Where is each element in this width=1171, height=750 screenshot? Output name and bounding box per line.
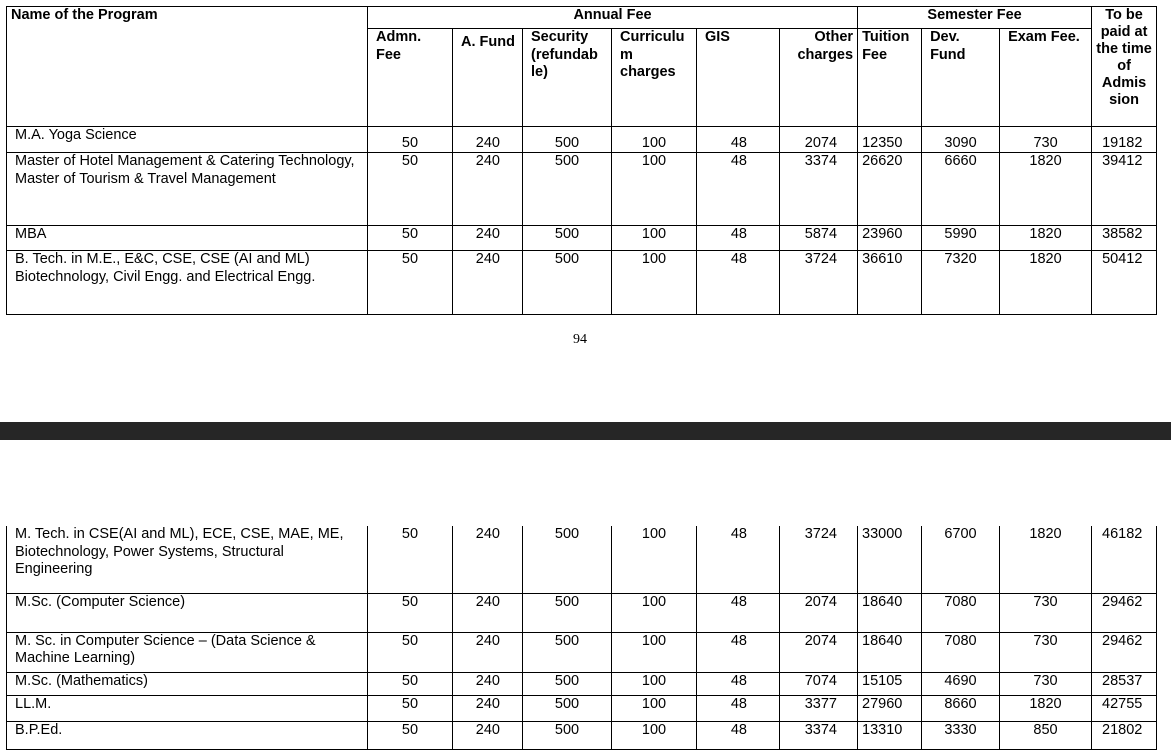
exam-cell: 850 [1000,721,1092,749]
dev-cell: 5990 [922,226,1000,251]
gis-cell: 48 [697,153,780,226]
tuition-cell: 18640 [858,632,922,672]
admn-cell: 50 [368,632,453,672]
total-cell: 21802 [1092,721,1157,749]
afund-cell: 240 [453,526,523,593]
program-name-cell: B. Tech. in M.E., E&C, CSE, CSE (AI and ML) Biotechnology, Civil Engg. and Electrical Engg. [7,251,368,315]
program-name-cell: M. Tech. in CSE(AI and ML), ECE, CSE, MAE, ME, Biotechnology, Power Systems, Structural Engineering [7,526,368,593]
header-curriculum: Curriculu m charges [612,29,697,127]
table-row [7,632,1157,672]
tuition-cell: 23960 [858,226,922,251]
table-row [7,251,1157,315]
header-to-be-paid: To be paid at the time of Admis sion [1092,7,1157,127]
other-cell: 3724 [780,526,858,593]
dev-cell: 4690 [922,672,1000,695]
exam-cell: 730 [1000,672,1092,695]
dev-cell: 6660 [922,153,1000,226]
total-cell: 42755 [1092,695,1157,721]
bottom-rows [7,526,1157,749]
afund-cell: 240 [453,695,523,721]
afund-cell: 240 [453,153,523,226]
header-security: Security (refundab le) [523,29,612,127]
admn-cell: 50 [368,593,453,632]
curriculum-cell: 100 [612,251,697,315]
top-rows [7,127,1157,315]
program-name-cell: MBA [7,226,368,251]
security-cell: 500 [523,672,612,695]
tuition-cell: 13310 [858,721,922,749]
afund-cell: 240 [453,593,523,632]
dev-cell: 7080 [922,593,1000,632]
afund-cell: 240 [453,632,523,672]
program-name-cell: M. Sc. in Computer Science – (Data Science & Machine Learning) [7,632,368,672]
gis-cell: 48 [697,127,780,153]
other-cell: 3724 [780,251,858,315]
exam-cell: 730 [1000,127,1092,153]
afund-cell: 240 [453,672,523,695]
header-other-charges: Other charges [780,29,858,127]
header-dev-fund: Dev. Fund [922,29,1000,127]
gis-cell: 48 [697,526,780,593]
total-cell: 38582 [1092,226,1157,251]
gis-cell: 48 [697,721,780,749]
security-cell: 500 [523,127,612,153]
program-name-cell: B.P.Ed. [7,721,368,749]
tuition-cell: 18640 [858,593,922,632]
admn-cell: 50 [368,695,453,721]
header-admn-fee: Admn. Fee [368,29,453,127]
other-cell: 5874 [780,226,858,251]
curriculum-cell: 100 [612,672,697,695]
curriculum-cell: 100 [612,695,697,721]
exam-cell: 1820 [1000,695,1092,721]
dev-cell: 6700 [922,526,1000,593]
exam-cell: 730 [1000,632,1092,672]
dev-cell: 3330 [922,721,1000,749]
gis-cell: 48 [697,593,780,632]
header-tuition-fee: Tuition Fee [858,29,922,127]
admn-cell: 50 [368,127,453,153]
security-cell: 500 [523,526,612,593]
header-program-name: Name of the Program [7,7,368,127]
curriculum-cell: 100 [612,593,697,632]
admn-cell: 50 [368,251,453,315]
afund-cell: 240 [453,251,523,315]
header-semester-fee: Semester Fee [858,7,1092,29]
exam-cell: 1820 [1000,153,1092,226]
total-cell: 46182 [1092,526,1157,593]
page-number: 94 [573,332,587,347]
curriculum-cell: 100 [612,632,697,672]
gis-cell: 48 [697,632,780,672]
afund-cell: 240 [453,226,523,251]
header-gis: GIS [697,29,780,127]
total-cell: 39412 [1092,153,1157,226]
security-cell: 500 [523,721,612,749]
admn-cell: 50 [368,153,453,226]
table-row [7,226,1157,251]
gis-cell: 48 [697,695,780,721]
program-name-cell: LL.M. [7,695,368,721]
security-cell: 500 [523,695,612,721]
other-cell: 7074 [780,672,858,695]
dev-cell: 7320 [922,251,1000,315]
program-name-cell: M.Sc. (Computer Science) [7,593,368,632]
security-cell: 500 [523,251,612,315]
afund-cell: 240 [453,127,523,153]
security-cell: 500 [523,632,612,672]
table-row [7,593,1157,632]
gis-cell: 48 [697,251,780,315]
curriculum-cell: 100 [612,526,697,593]
total-cell: 19182 [1092,127,1157,153]
gis-cell: 48 [697,226,780,251]
tuition-cell: 26620 [858,153,922,226]
tuition-cell: 12350 [858,127,922,153]
admn-cell: 50 [368,672,453,695]
curriculum-cell: 100 [612,721,697,749]
fee-table-bottom [6,526,1157,750]
tuition-cell: 15105 [858,672,922,695]
tuition-cell: 27960 [858,695,922,721]
exam-cell: 1820 [1000,226,1092,251]
header-a-fund: A. Fund [453,29,523,127]
program-name-cell: M.Sc. (Mathematics) [7,672,368,695]
curriculum-cell: 100 [612,226,697,251]
program-name-cell: Master of Hotel Management & Catering Technology, Master of Tourism & Travel Management [7,153,368,226]
admn-cell: 50 [368,226,453,251]
afund-cell: 240 [453,721,523,749]
table-row [7,127,1157,153]
gis-cell: 48 [697,672,780,695]
other-cell: 2074 [780,593,858,632]
curriculum-cell: 100 [612,153,697,226]
program-name-cell: M.A. Yoga Science [7,127,368,153]
admn-cell: 50 [368,721,453,749]
table-row [7,526,1157,593]
dev-cell: 8660 [922,695,1000,721]
other-cell: 3374 [780,721,858,749]
other-cell: 3377 [780,695,858,721]
header-exam-fee: Exam Fee. [1000,29,1092,127]
dev-cell: 7080 [922,632,1000,672]
total-cell: 29462 [1092,593,1157,632]
exam-cell: 1820 [1000,526,1092,593]
tuition-cell: 36610 [858,251,922,315]
table-row [7,672,1157,695]
other-cell: 3374 [780,153,858,226]
security-cell: 500 [523,593,612,632]
header-annual-fee: Annual Fee [368,7,858,29]
security-cell: 500 [523,153,612,226]
total-cell: 50412 [1092,251,1157,315]
fee-table-top [6,6,1157,315]
total-cell: 28537 [1092,672,1157,695]
other-cell: 2074 [780,632,858,672]
table-row [7,721,1157,749]
exam-cell: 1820 [1000,251,1092,315]
security-cell: 500 [523,226,612,251]
admn-cell: 50 [368,526,453,593]
table-row [7,695,1157,721]
page-divider [0,422,1171,440]
curriculum-cell: 100 [612,127,697,153]
total-cell: 29462 [1092,632,1157,672]
dev-cell: 3090 [922,127,1000,153]
table-row [7,153,1157,226]
exam-cell: 730 [1000,593,1092,632]
tuition-cell: 33000 [858,526,922,593]
other-cell: 2074 [780,127,858,153]
